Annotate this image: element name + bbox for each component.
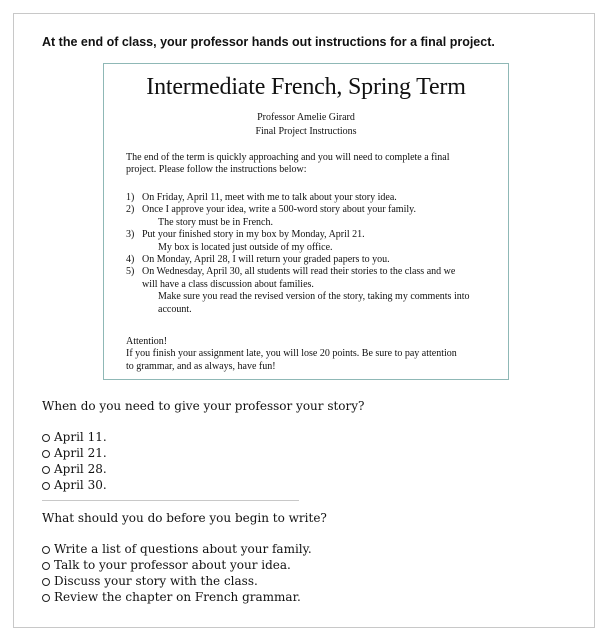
q1-option-b[interactable]: April 21. xyxy=(42,445,107,461)
instructions-notice xyxy=(103,63,509,380)
question-divider xyxy=(42,500,299,501)
question-2-options xyxy=(42,541,312,605)
notice-intro: The end of the term is quickly approaching and you will need to complete a final project. Please follow the instructions below: xyxy=(126,152,450,176)
question-1: When do you need to give your professor your story? xyxy=(42,399,365,413)
notice-professor: Professor Amelie Girard xyxy=(257,112,355,123)
q1-option-a[interactable]: April 11. xyxy=(42,429,107,445)
step-1: 1) On Friday, April 11, meet with me to talk about your story idea. xyxy=(126,192,397,203)
page-frame xyxy=(13,13,595,628)
step-3: 3) Put your finished story in my box by Monday, April 21. My box is located just outside of my office. xyxy=(126,229,365,253)
q2-option-a[interactable]: Write a list of questions about your family. xyxy=(42,541,312,557)
radio-icon[interactable] xyxy=(42,450,50,458)
radio-icon[interactable] xyxy=(42,594,50,602)
notice-subtitle: Final Project Instructions xyxy=(255,126,357,137)
radio-icon[interactable] xyxy=(42,562,50,570)
notice-title: Intermediate French, Spring Term xyxy=(146,74,466,100)
q2-option-c[interactable]: Discuss your story with the class. xyxy=(42,573,312,589)
radio-icon[interactable] xyxy=(42,546,50,554)
step-5: 5) On Wednesday, April 30, all students will read their stories to the class and we will have a class discussion about families. Make sure you read the revised version of the story, taking my comments into account. xyxy=(126,266,470,315)
question-1-options xyxy=(42,429,107,493)
q2-option-d[interactable]: Review the chapter on French grammar. xyxy=(42,589,312,605)
step-4: 4) On Monday, April 28, I will return your graded papers to you. xyxy=(126,254,390,266)
steps-list xyxy=(126,192,494,316)
q2-option-b[interactable]: Talk to your professor about your idea. xyxy=(42,557,312,573)
radio-icon[interactable] xyxy=(42,434,50,442)
radio-icon[interactable] xyxy=(42,482,50,490)
intro-text: At the end of class, your professor hands out instructions for a final project. xyxy=(42,35,495,49)
radio-icon[interactable] xyxy=(42,466,50,474)
radio-icon[interactable] xyxy=(42,578,50,586)
q1-option-c[interactable]: April 28. xyxy=(42,461,107,477)
step-2: 2) Once I approve your idea, write a 500-word story about your family. The story must be in French. xyxy=(126,204,416,228)
question-2: What should you do before you begin to write? xyxy=(42,511,327,525)
notice-attention: Attention! If you finish your assignment late, you will lose 20 points. Be sure to pay attention to grammar, and as always, have fun! xyxy=(126,336,457,372)
q1-option-d[interactable]: April 30. xyxy=(42,477,107,493)
